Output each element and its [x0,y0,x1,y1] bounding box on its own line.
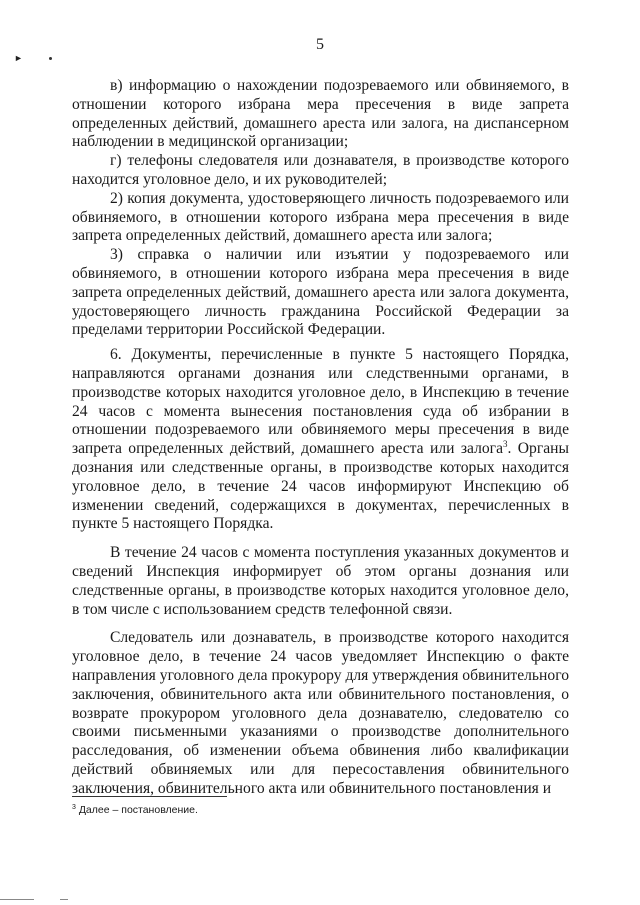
paragraph-6-text-start: 6. Документы, перечисленные в пункте 5 настоящего Порядка, направляются органами дознания или следственными органами, в производстве которых находится уголовное дело, в Инспекцию в течение 24 часов с момента вынесения постановления суда об избрании в отношении подозреваемого или обвиняемого меры пресечения в виде запрета определенных действий, домашнего ареста или залога [72,346,569,458]
footnote-marker: 3 [72,804,76,811]
paragraph-6-text-end: . Органы дознания или следственные органы, в производстве которых находится уголовное дело, в течение 24 часов информируют Инспекцию об изменении сведений, содержащихся в документах, перечисленных в пункте 5 настоящего Порядка. [72,440,569,533]
paragraph-investigator-notice: Следователь или дознаватель, в производстве которого находится уголовное дело, в течение 24 часов уведомляет Инспекцию о факте направления уголовного дела прокурору для утверждения обвинительного заключения, обвинительного акта или обвинительного постановления, о возврате прокурором уголовного дела дознавателю, следователю со своими письменными указаниями о производстве дополнительного расследования, об изменении объема обвинения либо квалификации действий обвиняемых или для пересоставления обвинительного заключения, обвинительного акта или обвинительного постановления и [72,629,569,797]
paragraph-item-3: 3) справка о наличии или изъятии у подозреваемого или обвиняемого, в отношении которого избрана мера пресечения в виде запрета определенных действий, домашнего ареста или залога документа, удостоверяющего личность гражданина Российской Федерации за пределами территории Российской Федерации. [72,246,569,339]
scan-edge-mark [60,899,68,900]
margin-dot [49,57,52,60]
paragraph-item-6 [72,346,569,534]
scan-edge-mark [0,899,34,900]
page-number: 5 [316,36,324,53]
paragraph-item-g: г) телефоны следователя или дознавателя, в производстве которого находится уголовное дело, и их руководителей; [72,152,569,188]
margin-arrow-icon: ► [14,53,23,63]
paragraph-inspection-notice: В течение 24 часов с момента поступления указанных документов и сведений Инспекция информирует об этом органы дознания или следственные органы, в производстве которых находится уголовное дело, в том числе с использованием средств телефонной связи. [72,544,569,618]
paragraph-item-v: в) информацию о нахождении подозреваемого или обвиняемого, в отношении которого избрана мера пресечения в виде запрета определенных действий, домашнего ареста или залога, на диспансерном наблюдении в медицинской организации; [72,77,569,151]
paragraph-item-2: 2) копия документа, удостоверяющего личность подозреваемого или обвиняемого, в отношении которого избрана мера пресечения в виде запрета определенных действий, домашнего ареста или залога; [72,189,569,245]
document-body [72,77,569,798]
footnote-reference: 3 [503,439,508,450]
footnote-divider [72,796,227,797]
footnote [72,803,569,817]
footnote-text: Далее – постановление. [75,804,198,816]
